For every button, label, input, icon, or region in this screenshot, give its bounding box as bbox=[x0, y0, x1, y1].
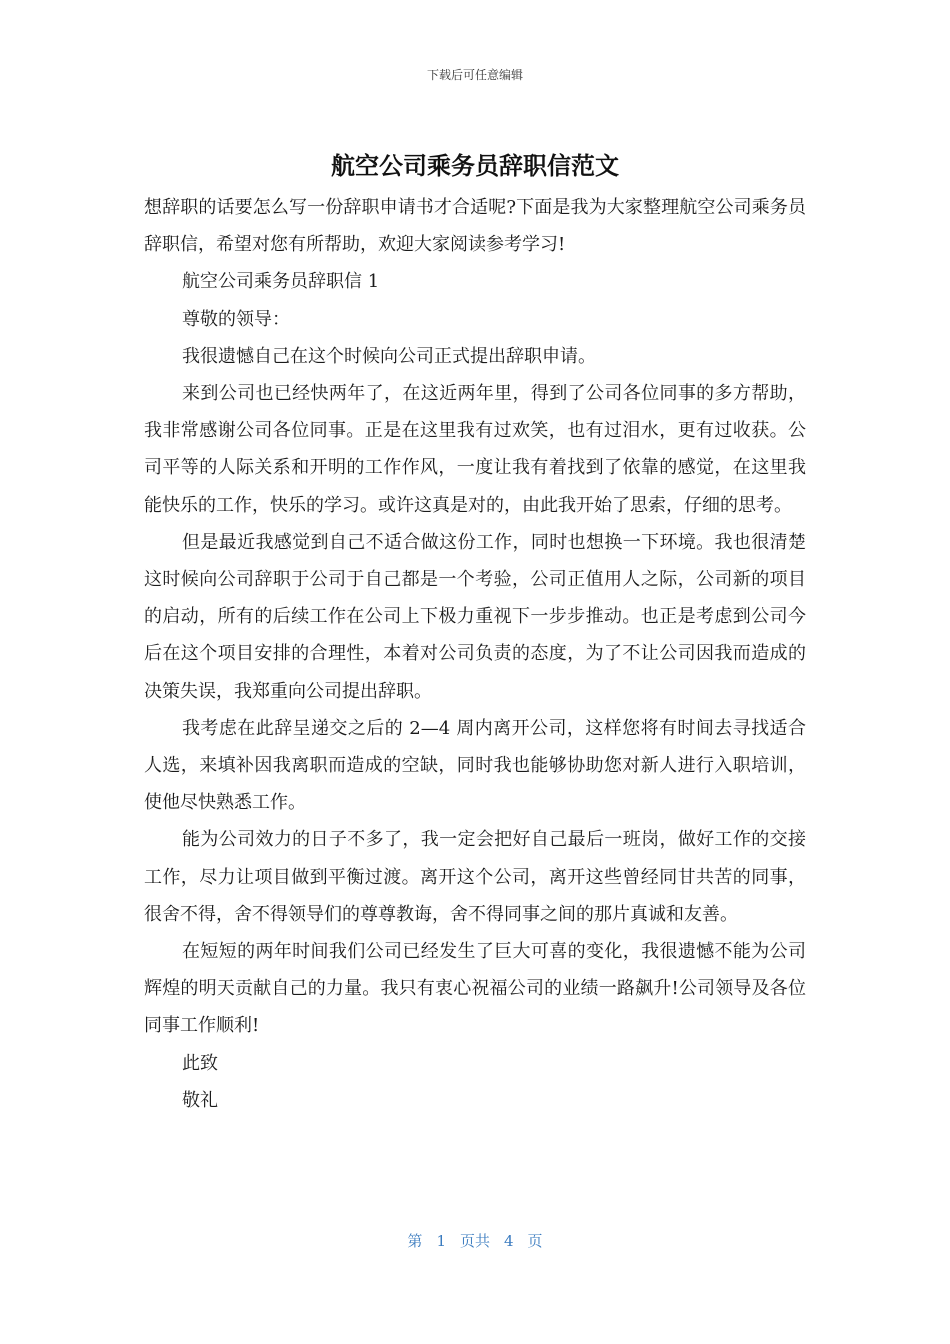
closing-line: 此致 bbox=[182, 1052, 218, 1074]
body-paragraph: 我很遗憾自己在这个时候向公司正式提出辞职申请。 bbox=[182, 345, 596, 367]
body-paragraph: 能为公司效力的日子不多了，我一定会把好自己最后一班岗，做好工作的交接工作，尽力让项目做到平衡过渡。离开这个公司，离开这些曾经同甘共苦的同事，很舍不得，舍不得领导们的尊尊教诲，舍不得同事之间的那片真诚和友善。 bbox=[144, 829, 806, 925]
body-paragraph: 在短短的两年时间我们公司已经发生了巨大可喜的变化，我很遗憾不能为公司辉煌的明天贡献自己的力量。我只有衷心祝福公司的业绩一路飙升!公司领导及各位同事工作顺利! bbox=[144, 941, 806, 1037]
page-label-suffix: 页 bbox=[527, 1232, 543, 1250]
salutation: 尊敬的领导： bbox=[182, 308, 290, 330]
body-paragraph: 我考虑在此辞呈递交之后的 2—4 周内离开公司，这样您将有时间去寻找适合人选，来填补因我离职而造成的空缺，同时我也能够协助您对新人进行入职培训，使他尽快熟悉工作。 bbox=[144, 717, 806, 814]
header-note: 下载后可任意编辑 bbox=[426, 68, 523, 82]
letter-heading: 航空公司乘务员辞职信 1 bbox=[182, 271, 380, 293]
body-paragraph: 但是最近我感觉到自己不适合做这份工作，同时也想换一下环境。我也很清楚这时候向公司辞职于公司于自己都是一个考验，公司正值用人之际，公司新的项目的启动，所有的后续工作在公司上下极力重视下一步步推动。也正是考虑到公司今后在这个项目安排的合理性，本着对公司负责的态度，为了不让公司因我而造成的决策失误，我郑重向公司提出辞职。 bbox=[144, 531, 806, 702]
page-current: 1 bbox=[436, 1232, 446, 1250]
page-total: 4 bbox=[504, 1232, 514, 1250]
page-label-middle: 页共 bbox=[459, 1232, 490, 1250]
page-footer bbox=[0, 1230, 950, 1251]
intro-paragraph: 想辞职的话要怎么写一份辞职申请书才合适呢?下面是我为大家整理航空公司乘务员辞职信，希望对您有所帮助，欢迎大家阅读参考学习! bbox=[144, 197, 806, 256]
page-label-prefix: 第 bbox=[407, 1232, 423, 1250]
document-title: 航空公司乘务员辞职信范文 bbox=[331, 152, 619, 180]
closing-regards: 敬礼 bbox=[182, 1089, 218, 1111]
body-paragraph: 来到公司也已经快两年了，在这近两年里，得到了公司各位同事的多方帮助，我非常感谢公司各位同事。正是在这里我有过欢笑，也有过泪水，更有过收获。公司平等的人际关系和开明的工作作风，一度让我有着找到了依靠的感觉，在这里我能快乐的工作，快乐的学习。或许这真是对的，由此我开始了思索，仔细的思考。 bbox=[144, 383, 806, 516]
document-body bbox=[144, 189, 806, 1119]
